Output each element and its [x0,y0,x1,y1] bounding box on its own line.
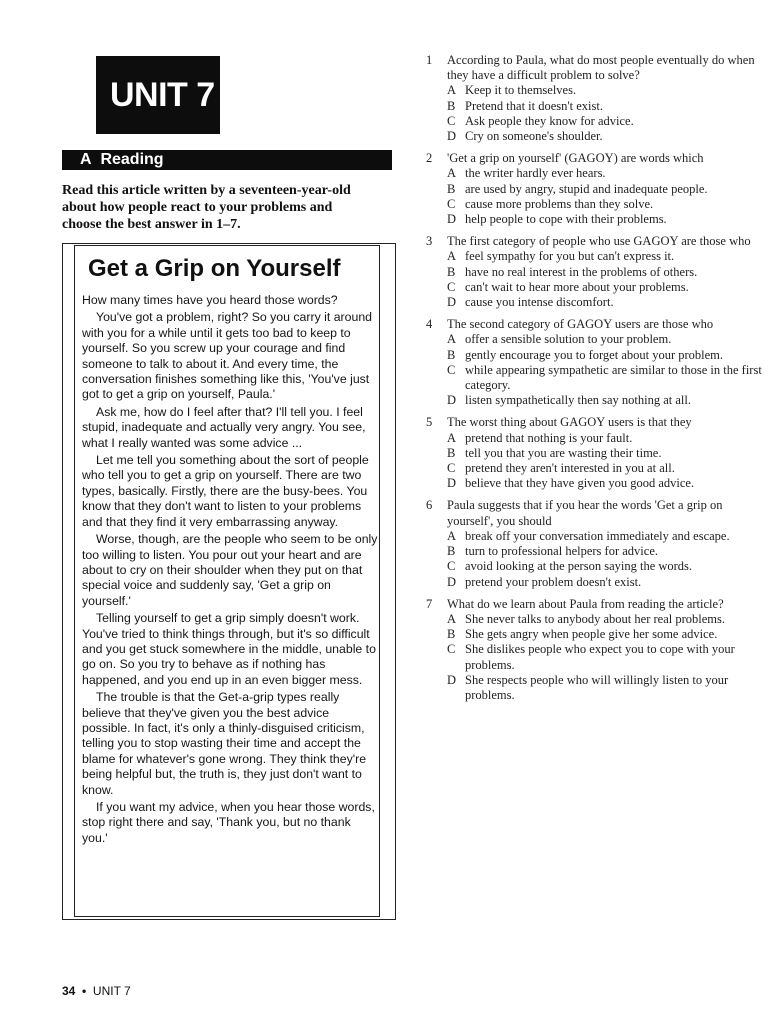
option-label: D [447,295,457,310]
answer-option[interactable] [447,249,764,264]
option-text: feel sympathy for you but can't express it. [465,249,675,264]
option-text: are used by angry, stupid and inadequate people. [465,181,708,196]
option-label: C [447,196,456,211]
answer-option[interactable] [447,559,764,574]
page-number: 34 [62,984,76,998]
question-text: According to Paula, what do most people eventually do when they have a difficult problem to solve? [447,53,755,83]
answer-option[interactable] [447,673,764,703]
option-label: C [447,113,456,128]
option-label: A [447,332,457,347]
answer-option[interactable] [447,575,764,590]
option-label: B [447,347,456,362]
option-label: C [447,642,456,657]
question-2 [426,151,764,227]
option-label: C [447,362,456,377]
option-label: C [447,461,456,476]
option-text: turn to professional helpers for advice. [465,544,658,559]
answer-option[interactable] [447,265,764,280]
section-title: Reading [100,151,164,168]
option-label: C [447,559,456,574]
option-label: A [447,83,457,98]
answer-option[interactable] [447,129,764,144]
option-text: have no real interest in the problems of others. [465,264,698,279]
article-paragraph: The trouble is that the Get-a-grip types really believe that they've given you the best advice possible. In fact, it's only a thinly-disguised criticism, telling you to stop wasting their time and accept the blame for whatever's gone wrong. They think they're being helpful but, the truth is, they just don't want to know. [82,690,367,797]
option-label: A [447,611,457,626]
option-text: She never talks to anybody about her real problems. [465,611,725,626]
answer-option[interactable] [447,348,764,363]
article-paragraph: Ask me, how do I feel after that? I'll tell you. I feel stupid, inadequate and actually very angry. You see, what I really wanted was some advice ... [82,404,366,450]
answer-option[interactable] [447,431,764,446]
article-body [82,293,378,848]
option-label: B [447,544,456,559]
unit-heading: UNIT 7 [96,56,220,134]
footer-unit: UNIT 7 [92,984,131,998]
option-text: believe that they have given you good advice. [465,476,695,491]
option-text: Cry on someone's shoulder. [465,129,603,144]
answer-option[interactable] [447,363,764,393]
answer-option[interactable] [447,612,764,627]
answer-option[interactable] [447,99,764,114]
question-number: 4 [426,317,433,332]
option-text: the writer hardly ever hears. [465,166,606,181]
question-number: 5 [426,415,433,430]
option-text: listen sympathetically then say nothing at all. [465,393,691,408]
article-paragraph: How many times have you heard those words? [82,293,338,307]
question-number: 2 [426,151,433,166]
answer-option[interactable] [447,642,764,672]
section-header [62,150,392,170]
page-footer [62,984,131,998]
answer-option[interactable] [447,332,764,347]
option-label: A [447,166,457,181]
answer-option[interactable] [447,476,764,491]
question-3 [426,234,764,310]
answer-option[interactable] [447,212,764,227]
answer-option[interactable] [447,446,764,461]
question-6 [426,498,764,589]
question-4 [426,317,764,408]
answer-option[interactable] [447,627,764,642]
option-text: Keep it to themselves. [465,83,577,98]
option-text: Pretend that it doesn't exist. [465,98,603,113]
question-7 [426,597,764,703]
questions-list [426,53,764,710]
answer-option[interactable] [447,114,764,129]
question-number: 3 [426,234,433,249]
question-text: The worst thing about GAGOY users is that they [447,415,692,430]
option-label: D [447,672,457,687]
question-number: 7 [426,596,433,611]
option-text: cause you intense discomfort. [465,295,614,310]
option-text: pretend they aren't interested in you at all. [465,461,675,476]
article-title: Get a Grip on Yourself [88,255,341,282]
option-text: offer a sensible solution to your problem. [465,332,672,347]
article-paragraph: You've got a problem, right? So you carry it around with you for a while until it gets too bad to keep to yourself. So you screw up your courage and find someone to talk to about it. And every time, the conversation finishes something like this, 'You've just got to get a grip on yourself, Paula.' [82,310,373,402]
article-paragraph: Let me tell you something about the sort of people who tell you to get a grip on yourself. There are two types, basically. Firstly, there are the busy-bees. You know that they don't want to listen to your problems and that they find it very embarrassing anyway. [82,453,369,529]
option-text: pretend that nothing is your fault. [465,430,633,445]
option-text: cause more problems than they solve. [465,196,654,211]
option-label: B [447,264,456,279]
option-text: She respects people who will willingly listen to your problems. [465,672,729,702]
option-label: B [447,445,456,460]
question-text: What do we learn about Paula from reading the article? [447,596,724,611]
question-number: 6 [426,498,433,513]
answer-option[interactable] [447,529,764,544]
question-1 [426,53,764,144]
option-label: D [447,574,457,589]
answer-option[interactable] [447,393,764,408]
option-text: can't wait to hear more about your problems. [465,279,689,294]
answer-option[interactable] [447,166,764,181]
option-label: B [447,98,456,113]
option-text: tell you that you are wasting their time. [465,445,662,460]
question-text: The first category of people who use GAGOY are those who [447,234,751,249]
article-paragraph: Worse, though, are the people who seem to be only too willing to listen. You pour out your heart and are about to cry on their shoulder when they put on that special voice and suddenly say, 'Get a grip on yourself.' [82,532,378,608]
question-text: The second category of GAGOY users are those who [447,317,714,332]
question-text: 'Get a grip on yourself' (GAGOY) are words which [447,151,704,166]
option-text: Ask people they know for advice. [465,113,634,128]
option-label: C [447,279,456,294]
answer-option[interactable] [447,544,764,559]
footer-bullet: • [82,984,87,998]
option-text: avoid looking at the person saying the words. [465,559,693,574]
question-number: 1 [426,53,433,67]
option-label: B [447,627,456,642]
answer-option[interactable] [447,461,764,476]
instructions: Read this article written by a seventeen-year-old about how people react to your problems and choose the best answer in 1–7. [62,183,351,232]
answer-option[interactable] [447,182,764,197]
option-label: A [447,528,457,543]
option-text: pretend your problem doesn't exist. [465,574,642,589]
answer-option[interactable] [447,280,764,295]
option-text: She dislikes people who expect you to cope with your problems. [465,642,735,672]
option-text: help people to cope with their problems. [465,212,667,227]
option-text: She gets angry when people give her some advice. [465,627,718,642]
option-label: D [447,393,457,408]
option-label: D [447,129,457,144]
answer-option[interactable] [447,295,764,310]
article-paragraph: If you want my advice, when you hear those words, stop right there and say, 'Thank you, but no thank you.' [82,800,375,845]
option-label: D [447,476,457,491]
option-label: A [447,430,457,445]
option-text: break off your conversation immediately and escape. [465,528,730,543]
question-5 [426,415,764,491]
article-paragraph: Telling yourself to get a grip simply doesn't work. You've tried to think things through, but it's so difficult and you get stuck somewhere in the middle, unable to go on. So you try to behave as if nothing has happened, and you end up in an even bigger mess. [82,611,376,687]
option-text: gently encourage you to forget about your problem. [465,347,724,362]
answer-option[interactable] [447,197,764,212]
option-label: D [447,212,457,227]
option-label: B [447,181,456,196]
section-letter: A [80,151,92,168]
answer-option[interactable] [447,83,764,98]
option-label: A [447,249,457,264]
question-text: Paula suggests that if you hear the words 'Get a grip on yourself', you should [447,498,723,528]
option-text: while appearing sympathetic are similar to those in the first category. [465,362,762,393]
